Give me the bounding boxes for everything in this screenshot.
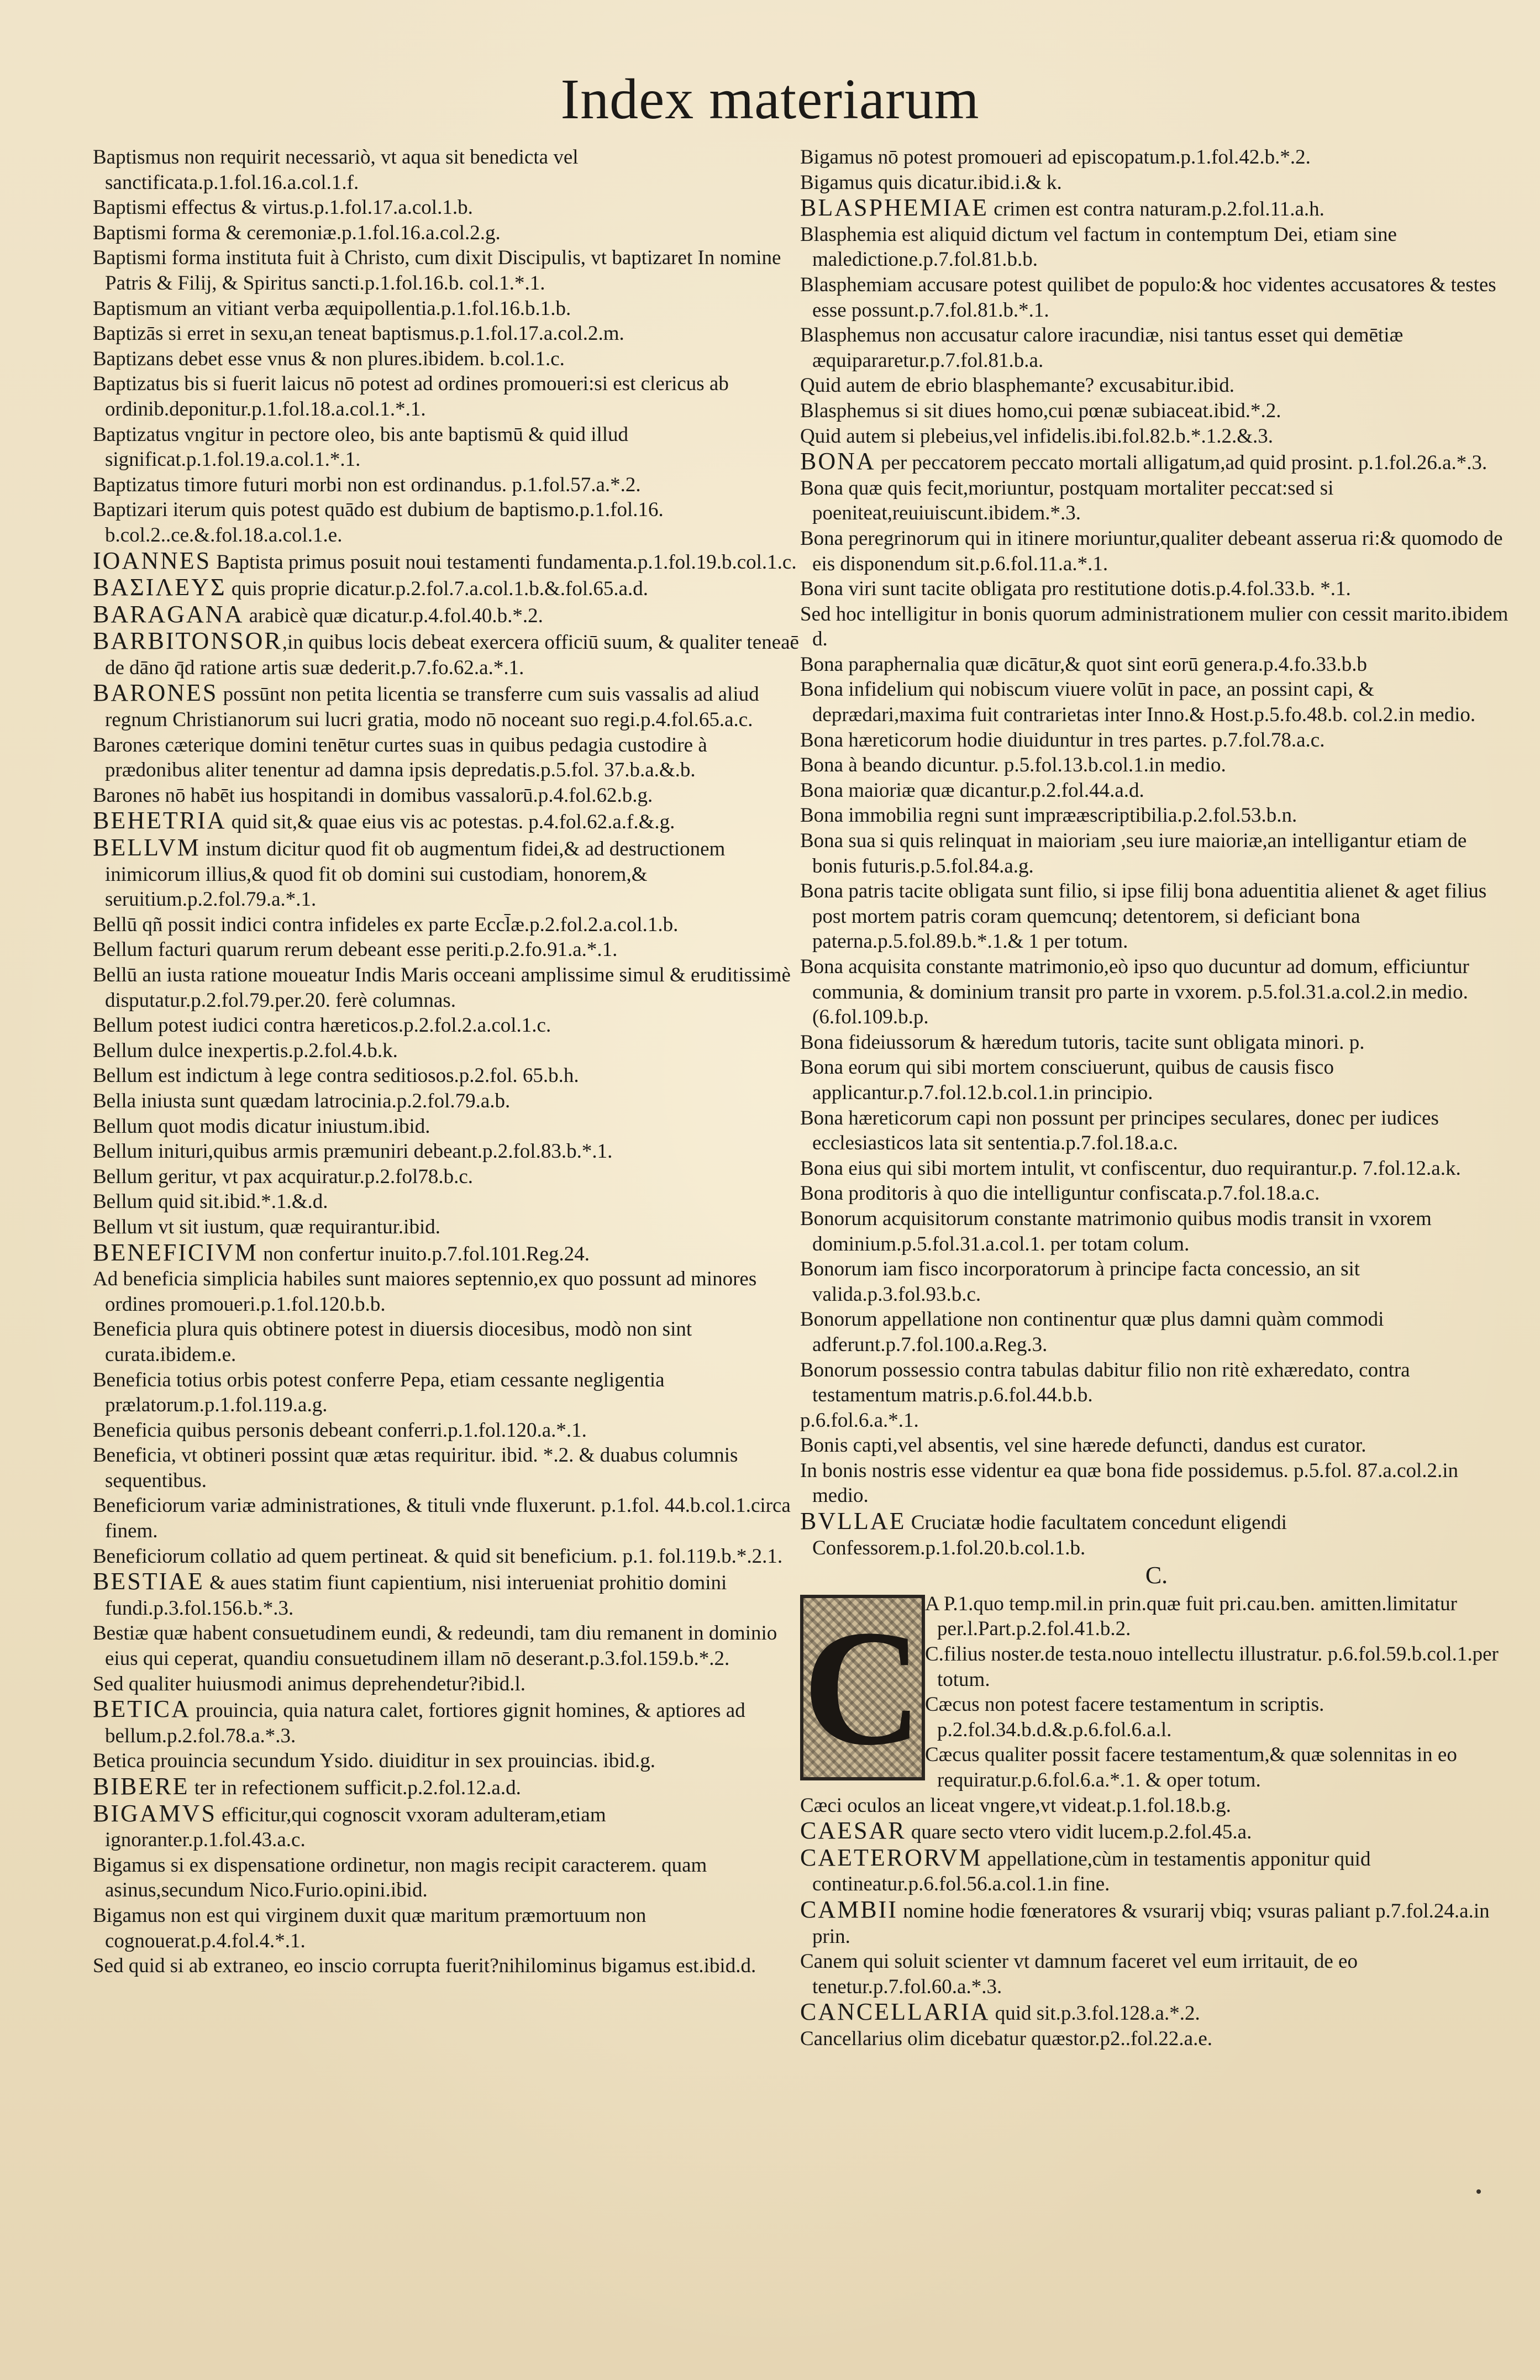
right-column-entries <box>800 145 1513 1561</box>
entry-text: Baptismum an vitiant verba æquipollentia.p.1.fol.16.b.1.b. <box>93 297 571 320</box>
entry-text: A P.1.quo temp.mil.in prin.quæ fuit pri.cau.ben. amitten.limitatur per.l.Part.p.2.fol.41.b.2. <box>925 1592 1457 1641</box>
index-entry <box>93 371 800 422</box>
entry-text: quare secto vtero vidit lucem.p.2.fol.45.a. <box>906 1821 1252 1844</box>
entry-text: appellatione,cùm in testamentis apponitur quid contineatur.p.6.fol.56.a.col.1.in fine. <box>812 1847 1371 1896</box>
entry-text: Bellum facturi quarum rerum debeant esse periti.p.2.fo.91.a.*.1. <box>93 938 618 962</box>
drop-cap-c-icon <box>800 1595 925 1780</box>
index-entry <box>800 145 1513 170</box>
right-column <box>800 145 1513 2052</box>
page-title: Index materiarum <box>560 67 980 131</box>
entry-text: Beneficia plura quis obtinere potest in diuersis diocesibus, modò non sint curata.ibidem.e. <box>93 1318 692 1366</box>
entry-text: Baptizatus timore futuri morbi non est ordinandus. p.1.fol.57.a.*.2. <box>93 473 641 496</box>
entry-text: Bellum quot modis dicatur iniustum.ibid. <box>93 1115 430 1138</box>
entry-text: Baptizās si erret in sexu,an teneat baptismus.p.1.fol.17.a.col.2.m. <box>93 322 624 345</box>
index-entry <box>93 145 800 195</box>
entry-headword: ΒΑΣΙΛΕΥΣ <box>93 574 227 601</box>
index-entry <box>93 1418 800 1443</box>
index-entry <box>800 1845 1513 1897</box>
entry-headword: BIGAMVS <box>93 1799 217 1827</box>
entry-text: instum dicitur quod fit ob augmentum fidei,& ad destructionem inimicorum illius,& quod fit ob domini sui custodiam, honorem,& seruitium.p.2.fol.79.a.*.1. <box>105 838 726 911</box>
entry-text: Bona paraphernalia quæ dicātur,& quot sint eorū genera.p.4.fo.33.b.b <box>800 653 1368 676</box>
entry-text: Betica prouincia secundum Ysido. diuiditur in sex prouincias. ibid.g. <box>93 1749 656 1773</box>
index-entry <box>93 1089 800 1114</box>
entry-text: Bellum geritur, vt pax acquiratur.p.2.fol78.b.c. <box>93 1165 473 1188</box>
entry-text: Bona proditoris à quo die intelliguntur confiscata.p.7.fol.18.a.c. <box>800 1182 1320 1205</box>
index-entry <box>93 1164 800 1190</box>
index-entry <box>800 1999 1513 2026</box>
index-entry <box>93 1903 800 1953</box>
entry-text: Cæcus qualiter possit facere testamentum,& quæ solennitas in eo requiratur.p.6.fol.6.a.*.1. & oper totum. <box>925 1743 1457 1791</box>
index-entry <box>93 1013 800 1038</box>
entry-text: Bona acquisita constante matrimonio,eò ipso quo ducuntur ad domum, efficiuntur communia, & dominium transit pro parte in vxorem. p.5.fol.31.a.col.2.in medio. (6.fol.109.b.p. <box>800 955 1469 1029</box>
index-entry <box>93 346 800 372</box>
index-entry <box>93 1493 800 1543</box>
index-entry <box>93 1063 800 1089</box>
index-entry <box>800 576 1513 602</box>
index-entry <box>93 1801 800 1853</box>
entry-text: Ad beneficia simplicia habiles sunt maiores septennio,ex quo possunt ad minores ordines promoueri.p.1.fol.120.b.b. <box>93 1268 757 1316</box>
entry-text: Cæcus non potest facere testamentum in scriptis. p.2.fol.34.b.d.&.p.6.fol.6.a.l. <box>925 1693 1324 1741</box>
section-c <box>800 1563 1513 2051</box>
index-entry <box>800 1106 1513 1156</box>
index-entry <box>93 1748 800 1774</box>
entry-text: Bonorum acquisitorum constante matrimonio quibus modis transit in vxorem dominium.p.5.fol.31.a.col.1. per totam colum. <box>800 1207 1432 1255</box>
index-entry <box>800 803 1513 828</box>
entry-text: Bonorum possessio contra tabulas dabitur filio non ritè exhæredato, contra testamentum matris.p.6.fol.44.b.b. <box>800 1358 1410 1407</box>
index-entry <box>800 1030 1513 1055</box>
index-entry <box>93 1953 800 1979</box>
entry-text: C.filius noster.de testa.nouo intellectu illustratur. p.6.fol.59.b.col.1.per totum. <box>925 1643 1499 1691</box>
entry-headword: BELLVM <box>93 834 201 861</box>
entry-text: Quid autem de ebrio blasphemante? excusabitur.ibid. <box>800 374 1235 397</box>
index-entry <box>93 1774 800 1801</box>
entry-text: quis proprie dicatur.p.2.fol.7.a.col.1.b.&.fol.65.a.d. <box>226 577 649 601</box>
index-entry <box>800 1307 1513 1357</box>
entry-text: Bona hæreticorum hodie diuiduntur in tres partes. p.7.fol.78.a.c. <box>800 728 1325 752</box>
entry-text: Baptizans debet esse vnus & non plures.ibidem. b.col.1.c. <box>93 347 565 370</box>
entry-text: quid sit,& quae eius vis ac potestas. p.4.fol.62.a.f.&.g. <box>226 811 675 834</box>
index-entry <box>800 1458 1513 1509</box>
index-entry <box>93 195 800 220</box>
index-entry <box>800 195 1513 222</box>
index-entry <box>800 170 1513 196</box>
entry-text: efficitur,qui cognoscit vxoram adulteram,etiam ignoranter.p.1.fol.43.a.c. <box>105 1803 606 1852</box>
entry-headword: BARONES <box>93 679 218 707</box>
index-entry <box>93 321 800 346</box>
entry-text: Bellum vt sit iustum, quæ requirantur.ibid. <box>93 1215 440 1238</box>
index-entry <box>93 1317 800 1367</box>
entry-headword: BETICA <box>93 1695 191 1723</box>
index-entry <box>800 1156 1513 1181</box>
entry-text: Bellū an iusta ratione moueatur Indis Maris occeani amplissime simul & eruditissimè disputatur.p.2.fol.79.per.20. ferè columnas. <box>93 964 791 1012</box>
index-entry <box>93 1544 800 1569</box>
entry-text: Bellum est indictum à lege contra seditiosos.p.2.fol. 65.b.h. <box>93 1064 579 1087</box>
entry-text: possūnt non petita licentia se transferre cum suis vassalis ad aliud regnum Christianorum sui lucri gratia, modo nō noceant suo regi.p.4.fol.65.a.c. <box>105 683 759 732</box>
index-entry <box>800 1206 1513 1257</box>
entry-text: Beneficia quibus personis debeant conferri.p.1.fol.120.a.*.1. <box>93 1418 587 1442</box>
entry-text: Sed quid si ab extraneo, eo inscio corrupta fuerit?nihilominus bigamus est.ibid.d. <box>93 1955 756 1978</box>
entry-text: Baptizari iterum quis potest quādo est dubium de baptismo.p.1.fol.16. b.col.2..ce.&.fol.18.a.col.1.e. <box>93 498 664 547</box>
index-entry <box>800 2026 1513 2052</box>
entry-text: Bona peregrinorum qui in itinere moriuntur,qualiter debeant asserua ri:& quomodo de eis disponendum sit.p.6.fol.11.a.*.1. <box>800 527 1503 575</box>
entry-text: ter in refectionem sufficit.p.2.fol.12.a.d. <box>189 1777 521 1799</box>
entry-text: Bona immobilia regni sunt imprææscriptibilia.p.2.fol.53.b.n. <box>800 804 1297 827</box>
index-entry <box>800 602 1513 652</box>
entry-text: Bigamus nō potest promoueri ad episcopatum.p.1.fol.42.b.*.2. <box>800 146 1311 169</box>
entry-headword: BENEFICIVM <box>93 1238 258 1266</box>
entry-text: Bellum potest iudici contra hæreticos.p.2.fol.2.a.col.1.c. <box>93 1014 551 1037</box>
entry-text: Blasphemus non accusatur calore iracundiæ, nisi tantus esset qui demētiæ æquipararetur.p.7.fol.81.b.a. <box>800 324 1404 372</box>
entry-text: Baptismus non requirit necessariò, vt aqua sit benedicta vel sanctificata.p.1.fol.16.a.col.1.f. <box>93 146 579 194</box>
entry-text: Bella iniusta sunt quædam latrocinia.p.2.fol.79.a.b. <box>93 1089 511 1112</box>
entry-text: Bellū qñ possit indici contra infideles ex parte Eccl̄æ.p.2.fol.2.a.col.1.b. <box>93 913 679 936</box>
index-entry <box>93 1215 800 1240</box>
entry-text: Baptizatus vngitur in pectore oleo, bis ante baptismū & quid illud significat.p.1.fol.19.a.col.1.*.1. <box>93 423 629 471</box>
index-entry <box>800 1793 1513 1819</box>
entry-text: Cruciatæ hodie facultatem concedunt eligendi Confessorem.p.1.fol.20.b.col.1.b. <box>812 1511 1287 1559</box>
entry-text: Bona eius qui sibi mortem intulit, vt confiscentur, duo requirantur.p. 7.fol.12.a.k. <box>800 1157 1461 1180</box>
index-entry <box>800 1181 1513 1206</box>
index-entry <box>93 963 800 1013</box>
entry-text: Bona patris tacite obligata sunt filio, si ipse filij bona aduentitia alienet & aget filius post mortem patris coram quemcunq; detentorem, si deficiant bona paterna.p.5.fol.89.b.*.1.& 1 per totum. <box>800 880 1487 953</box>
entry-text: Baptismi forma instituta fuit à Christo, cum dixit Discipulis, vt baptizaret In nomine Patris & Filij, & Spiritus sancti.p.1.fol.16.b. col.1.*.1. <box>93 246 781 295</box>
entry-text: Bona maioriæ quæ dicantur.p.2.fol.44.a.d. <box>800 779 1144 802</box>
entry-headword: CAESAR <box>800 1817 906 1845</box>
index-entry <box>800 954 1513 1030</box>
index-entry <box>800 1257 1513 1307</box>
entry-text: p.6.fol.6.a.*.1. <box>800 1409 919 1432</box>
index-entry <box>93 602 800 629</box>
index-entry <box>93 1443 800 1493</box>
entry-headword: BEHETRIA <box>93 807 227 834</box>
index-entry <box>93 296 800 322</box>
entry-text: Beneficiorum collatio ad quem pertineat. & quid sit beneficium. p.1. fol.119.b.*.2.1. <box>93 1544 783 1568</box>
index-entry <box>93 1853 800 1903</box>
entry-text: nomine hodie fœneratores & vsurarij vbiq; vsuras paliant p.7.fol.24.a.in prin. <box>812 1899 1490 1948</box>
entry-text: Bigamus si ex dispensatione ordinetur, non magis recipit caracterem. quam asinus,secundum Nico.Furio.opini.ibid. <box>93 1853 707 1902</box>
index-entry <box>93 1189 800 1215</box>
entry-text: arabicè quæ dicatur.p.4.fol.40.b.*.2. <box>244 604 543 627</box>
entry-text: Bigamus non est qui virginem duxit quæ maritum præmortuum non cognouerat.p.4.fol.4.*.1. <box>93 1904 647 1952</box>
entry-text: & aues statim fiunt capientium, nisi interueniat prohitio domini fundi.p.3.fol.156.b.*.3. <box>105 1572 727 1620</box>
index-entry <box>800 272 1513 323</box>
index-entry <box>93 1267 800 1317</box>
index-entry <box>800 1509 1513 1561</box>
left-column <box>93 145 800 1979</box>
index-entry <box>800 677 1513 727</box>
entry-headword: CAETERORVM <box>800 1843 982 1871</box>
entry-text: Baptismi effectus & virtus.p.1.fol.17.a.col.1.b. <box>93 196 473 219</box>
index-entry <box>93 497 800 548</box>
index-entry <box>93 472 800 498</box>
index-entry <box>800 753 1513 778</box>
index-entry <box>800 652 1513 677</box>
entry-text: Bona eorum qui sibi mortem consciuerunt, quibus de causis fisco applicantur.p.7.fol.12.b.col.1.in principio. <box>800 1056 1334 1104</box>
ink-dot-icon <box>1476 2189 1481 2194</box>
entry-text: non confertur inuito.p.7.fol.101.Reg.24. <box>257 1242 590 1265</box>
index-entry <box>800 1897 1513 1949</box>
entry-text: Bellum inituri,quibus armis præmuniri debeant.p.2.fol.83.b.*.1. <box>93 1140 613 1163</box>
index-entry <box>800 398 1513 424</box>
index-entry <box>93 628 800 680</box>
entry-text: Blasphemia est aliquid dictum vel factum in contemptum Dei, etiam sine maledictione.p.7.fol.81.b.b. <box>800 223 1397 271</box>
entry-text: Canem qui soluit scienter vt damnum faceret vel eum irritauit, de eo tenetur.p.7.fol.60.a.*.3. <box>800 1950 1358 1998</box>
entry-text: Bona viri sunt tacite obligata pro restitutione dotis.p.4.fol.33.b. *.1. <box>800 577 1351 601</box>
entry-headword: BESTIAE <box>93 1568 204 1595</box>
entry-text: Beneficia, vt obtineri possint quæ ætas requiritur. ibid. *.2. & duabus columnis sequentibus. <box>93 1444 738 1492</box>
section-letter: C. <box>1145 1562 1168 1589</box>
index-entry <box>93 1672 800 1697</box>
index-entry <box>800 879 1513 954</box>
entry-text: Baptismi forma & ceremoniæ.p.1.fol.16.a.col.2.g. <box>93 221 501 244</box>
entry-headword: IOANNES <box>93 547 212 574</box>
entry-text: Bonorum iam fisco incorporatorum à principe facta concessio, an sit valida.p.3.fol.93.b.c. <box>800 1258 1360 1306</box>
entry-headword: BLASPHEMIAE <box>800 194 989 222</box>
entry-text: prouincia, quia natura calet, fortiores gignit homines, & aptiores ad bellum.p.2.fol.78.a.*.3. <box>105 1699 745 1747</box>
entry-text: crimen est contra naturam.p.2.fol.11.a.h. <box>989 198 1324 221</box>
index-entry <box>93 1038 800 1064</box>
index-entry <box>800 323 1513 373</box>
entry-headword: BIBERE <box>93 1773 190 1800</box>
index-entry <box>800 728 1513 753</box>
index-entry <box>93 835 800 912</box>
entry-headword: BARAGANA <box>93 600 244 628</box>
entry-text: Bona à beando dicuntur. p.5.fol.13.b.col.1.in medio. <box>800 754 1226 777</box>
entry-text: Bigamus quis dicatur.ibid.i.& k. <box>800 171 1062 194</box>
entry-headword: BARBITONSOR <box>93 627 282 655</box>
index-entry <box>800 1433 1513 1458</box>
index-entry <box>800 1408 1513 1433</box>
entry-text: Sed hoc intelligitur in bonis quorum administrationem mulier con cessit marito.ibidem d. <box>800 602 1509 651</box>
index-entry <box>800 526 1513 576</box>
entry-text: Bona hæreticorum capi non possunt per principes seculares, donec per iudices ecclesiasticos lata sit sententia.p.7.fol.18.a.c. <box>800 1106 1439 1155</box>
entry-text: Bestiæ quæ habent consuetudinem eundi, & redeundi, tam diu remanent in dominio eius qui ceperat, quandiu consuetudinem illam nō deserant.p.3.fol.159.b.*.2. <box>93 1622 777 1670</box>
entry-text: quid sit.p.3.fol.128.a.*.2. <box>990 2002 1200 2025</box>
index-entry <box>800 828 1513 879</box>
index-entry <box>93 220 800 246</box>
entry-text: ,in quibus locis debeat exercera officiū suum, & qualiter teneaē de dāno q̄d ratione artis suæ dederit.p.7.fo.62.a.*.1. <box>105 631 799 679</box>
index-entry <box>93 808 800 835</box>
entry-headword: BVLLAE <box>800 1507 906 1535</box>
entry-text: Blasphemus si sit diues homo,cui pœnæ subiaceat.ibid.*.2. <box>800 399 1281 422</box>
index-entry <box>93 783 800 808</box>
entry-headword: BONA <box>800 448 876 475</box>
entry-text: Baptista primus posuit noui testamenti fundamenta.p.1.fol.19.b.col.1.c. <box>211 550 797 574</box>
index-entry <box>93 245 800 296</box>
entry-headword: CANCELLARIA <box>800 1998 990 2026</box>
entry-text: Barones nō habēt ius hospitandi in domibus vassalorū.p.4.fol.62.b.g. <box>93 784 653 807</box>
index-entry <box>93 548 800 575</box>
index-entry <box>93 733 800 783</box>
entry-text: Sed qualiter huiusmodi animus deprehendetur?ibid.l. <box>93 1672 525 1695</box>
entry-text: Bellum dulce inexpertis.p.2.fol.4.b.k. <box>93 1039 398 1062</box>
index-entry <box>93 937 800 963</box>
entry-text: Bona sua si quis relinquat in maioriam ,seu iure maioriæ,an intelligantur etiam de bonis futuris.p.5.fol.84.a.g. <box>800 829 1467 878</box>
index-entry <box>93 1696 800 1748</box>
entry-text: Quid autem si plebeius,vel infidelis.ibi.fol.82.b.*.1.2.&.3. <box>800 424 1274 448</box>
entry-text: Baptizatus bis si fuerit laicus nō potest ad ordines promoueri:si est clericus ab ordinib.deponitur.p.1.fol.18.a.col.1.*.1. <box>93 372 729 421</box>
index-entry <box>800 1949 1513 1999</box>
index-entry <box>800 778 1513 803</box>
entry-text: In bonis nostris esse videntur ea quæ bona fide possidemus. p.5.fol. 87.a.col.2.in medio. <box>800 1459 1459 1507</box>
entry-text: Beneficiorum variæ administrationes, & tituli vnde fluxerunt. p.1.fol. 44.b.col.1.circa finem. <box>93 1494 791 1543</box>
entry-text: per peccatorem peccato mortali alligatum,ad quid prosint. p.1.fol.26.a.*.3. <box>875 451 1488 475</box>
index-entry <box>93 680 800 732</box>
entry-text: Bellum quid sit.ibid.*.1.&.d. <box>93 1190 328 1213</box>
entry-text: Bona fideiussorum & hæredum tutoris, tacite sunt obligata minori. p. <box>800 1031 1365 1054</box>
entry-text: Cæci oculos an liceat vngere,vt videat.p.1.fol.18.b.g. <box>800 1794 1231 1817</box>
index-entry <box>93 1621 800 1671</box>
index-entry <box>800 424 1513 449</box>
entry-text: Bonis capti,vel absentis, vel sine hærede defuncti, dandus est curator. <box>800 1434 1366 1457</box>
entry-text: Bona quæ quis fecit,moriuntur, postquam mortaliter peccat:sed si poeniteat,reuiuiscunt.ibidem.*.3. <box>800 476 1334 525</box>
index-entry <box>800 373 1513 398</box>
index-entry <box>93 575 800 602</box>
index-entry <box>800 449 1513 476</box>
entry-headword: CAMBII <box>800 1895 898 1923</box>
index-entry <box>800 222 1513 272</box>
index-entry <box>93 912 800 938</box>
index-entry <box>93 1368 800 1418</box>
drop-cap-letter: C <box>802 1595 923 1779</box>
index-entry <box>93 1240 800 1267</box>
entry-text: Bona infidelium qui nobiscum viuere volūt in pace, an possint capi, & deprædari,maxima fuit contrarietas inter Inno.& Host.p.5.fo.48.b. col.2.in medio. <box>800 678 1476 727</box>
index-entry <box>800 1818 1513 1845</box>
entry-text: Beneficia totius orbis potest conferre Pepa, etiam cessante negligentia prælatorum.p.1.fol.119.a.g. <box>93 1368 665 1417</box>
index-entry <box>800 1055 1513 1105</box>
index-entry <box>93 1569 800 1621</box>
index-entry <box>93 1139 800 1164</box>
index-entry <box>800 1358 1513 1408</box>
index-entry <box>800 476 1513 526</box>
index-entry <box>93 1114 800 1139</box>
entry-text: Barones cæterique domini tenētur curtes suas in quibus pedagia custodire à prædonibus aliter tenentur ad damna ipsis depredatis.p.5.fol. 37.b.a.&.b. <box>93 733 707 782</box>
entry-text: Bonorum appellatione non continentur quæ plus damni quàm commodi adferunt.p.7.fol.100.a.Reg.3. <box>800 1308 1384 1356</box>
index-entry <box>93 422 800 472</box>
entry-text: Blasphemiam accusare potest quilibet de populo:& hoc videntes accusatores & testes esse possunt.p.7.fol.81.b.*.1. <box>800 273 1496 322</box>
entry-text: Cancellarius olim dicebatur quæstor.p2..fol.22.a.e. <box>800 2027 1212 2050</box>
